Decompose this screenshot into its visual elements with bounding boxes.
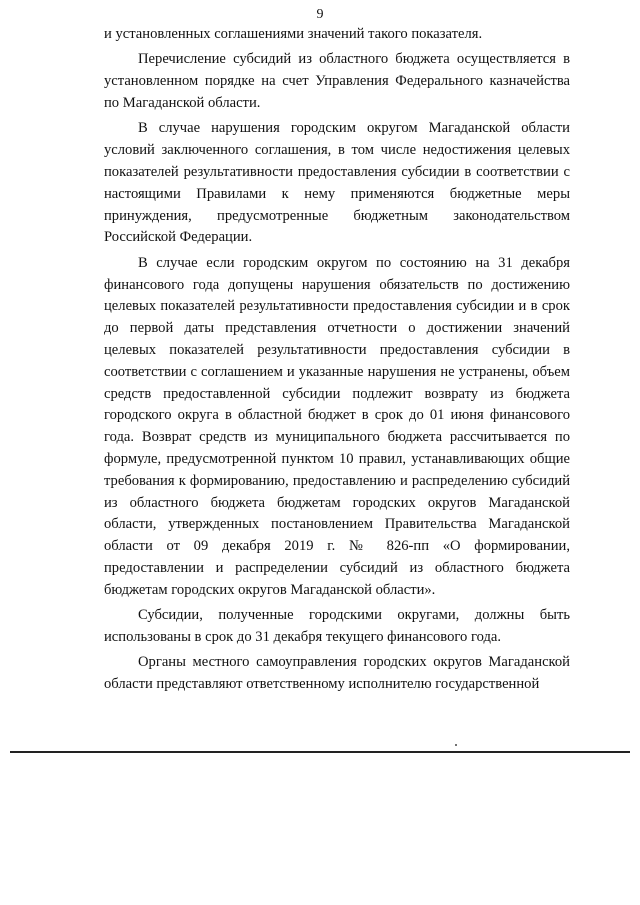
document-body [104,24,570,699]
paragraph-4: В случае если городским округом по состоянию на 31 декабря финансового года допущены нарушения обязательств по достижению целевых показателей результативности предоставления субсидии и в срок до первой даты представления отчетности о достижении значений целевых показателей результативности предоставления субсидии в соответствии с соглашением и указанные нарушения не устранены, объем средств предоставленной субсидии подлежит возврату из бюджета городского округа в областной бюджет в срок до 01 июня финансового года. Возврат средств из муниципального бюджета рассчитывается по формуле, предусмотренной пунктом 10 правил, устанавливающих общие требования к формированию, предоставлению и распределению субсидий из областного бюджета бюджетам городских округов Магаданской области, утвержденных постановлением Правительства Магаданской области от 09 декабря 2019 г. № 826-пп «О формировании, предоставлении и распределении субсидий из областного бюджета бюджетам городских округов Магаданской области». [104,254,570,598]
paragraph-5: Субсидии, полученные городскими округами, должны быть использованы в срок до 31 декабря текущего финансового года. [104,607,570,645]
footer-rule [10,751,630,753]
page-number: 9 [316,7,324,22]
paragraph-1: и установленных соглашениями значений такого показателя. [104,26,483,42]
paragraph-3: В случае нарушения городским округом Магаданской области условий заключенного соглашения, в том числе недостижения целевых показателей результативности предоставления субсидии в соответствии с настоящими Правилами к нему применяются бюджетные меры принуждения, предусмотренные бюджетным законодательством Российской Федерации. [104,120,570,246]
paragraph-2: Перечисление субсидий из областного бюджета осуществляется в установленном порядке на счет Управления Федерального казначейства по Магаданской области. [104,51,570,111]
scan-speck [455,744,457,746]
paragraph-6: Органы местного самоуправления городских округов Магаданской области представляют ответственному исполнителю государственной [104,654,570,693]
